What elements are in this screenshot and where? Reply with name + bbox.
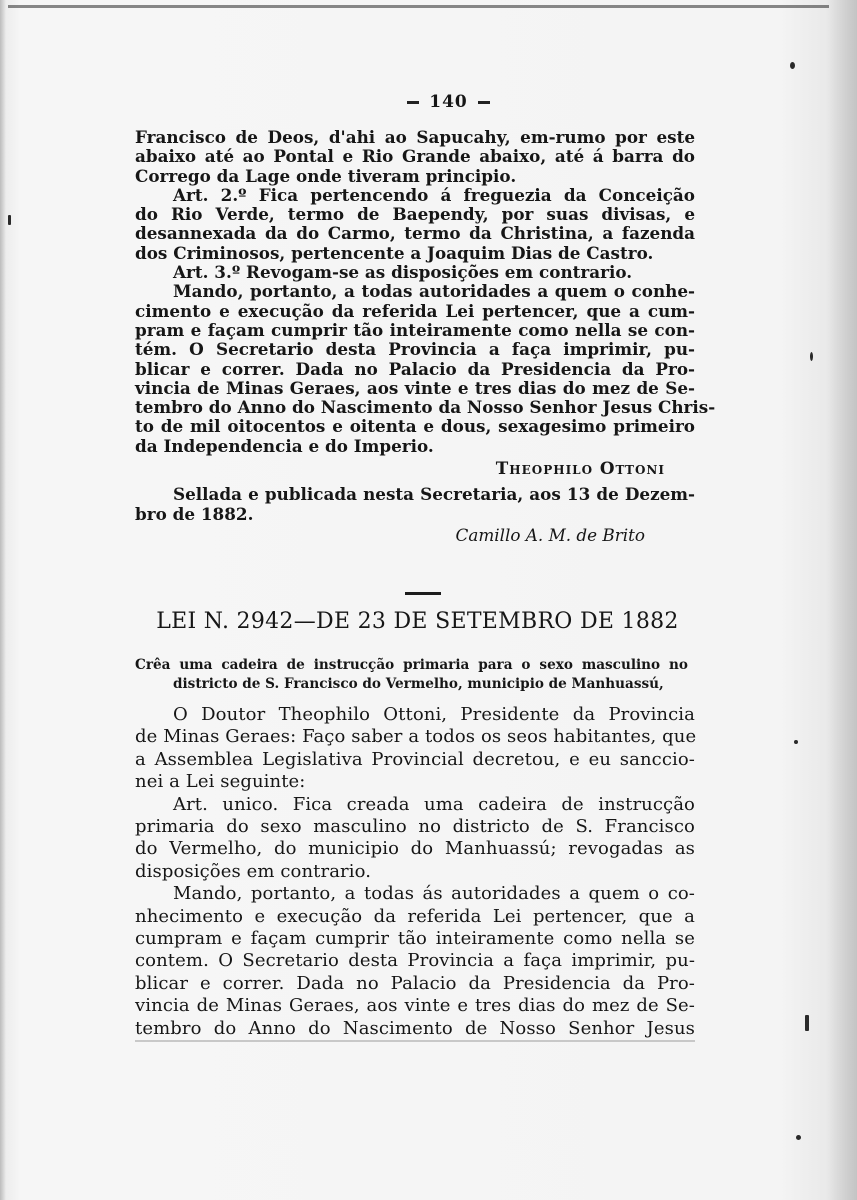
text-line: cimento e execução da referida Lei pertencer, que a cum- xyxy=(135,300,695,321)
text-line: primaria do sexo masculino no districto de S. Francisco xyxy=(135,816,695,838)
print-speck xyxy=(8,215,11,225)
sealed-line: bro de 1882. xyxy=(135,503,254,524)
print-speck xyxy=(796,1135,801,1140)
page-number-dash-left xyxy=(407,101,419,104)
page-number-value: 140 xyxy=(429,92,468,112)
top-border-line xyxy=(8,5,829,8)
text-line: tembro do Anno do Nascimento de Nosso Senhor Jesus xyxy=(135,1017,695,1039)
print-speck xyxy=(810,352,813,361)
signature-secretary: Camillo A. M. de Brito xyxy=(455,524,645,545)
mando-line: Mando, portanto, a todas ás autoridades a quem o co- xyxy=(173,883,695,905)
text-line: vincia de Minas Geraes, aos vinte e tres dias do mez de Se- xyxy=(135,377,695,398)
text-line: do Rio Verde, termo de Baependy, por suas divisas, e xyxy=(135,204,695,225)
text-line: blicar e correr. Dada no Palacio da Presidencia da Pro- xyxy=(135,358,695,379)
text-line: abaixo até ao Pontal e Rio Grande abaixo, até á barra do xyxy=(135,146,695,167)
text-line: do Vermelho, do municipio do Manhuassú; revogadas as xyxy=(135,838,695,860)
text-line: disposições em contrario. xyxy=(135,860,372,882)
page-left-edge xyxy=(0,0,6,1200)
page-right-edge xyxy=(827,0,857,1200)
print-speck xyxy=(790,62,795,69)
mando-line: Mando, portanto, a todas autoridades a quem o conhe- xyxy=(173,281,695,302)
text-line: contem. O Secretario desta Provincia a faça imprimir, pu- xyxy=(135,950,695,972)
text-line: a Assemblea Legislativa Provincial decretou, e eu sanccio- xyxy=(135,748,695,770)
text-line: pram e façam cumprir tão inteiramente como nella se con- xyxy=(135,319,695,340)
print-speck xyxy=(805,1015,809,1031)
text-line: dos Criminosos, pertencente a Joaquim Dias de Castro. xyxy=(135,242,654,263)
law-summary xyxy=(135,656,688,693)
article-2-line: Art. 2.º Fica pertencendo á freguezia da Conceição xyxy=(173,184,695,205)
text-line: Francisco de Deos, d'ahi ao Sapucahy, em-rumo por este xyxy=(135,127,695,147)
text-line: cumpram e façam cumprir tão inteiramente como nella se xyxy=(135,928,695,950)
text-line: Corrego da Lage onde tiveram principio. xyxy=(135,165,517,186)
text-line: tembro do Anno do Nascimento da Nosso Senhor Jesus Chris- xyxy=(135,397,716,418)
article-3-line: Art. 3.º Revogam-se as disposições em contrario. xyxy=(173,262,633,283)
text-line: tém. O Secretario desta Provincia a faça imprimir, pu- xyxy=(135,339,695,360)
page-bottom-rule xyxy=(135,1040,695,1042)
text-line: to de mil oitocentos e oitenta e dous, sexagesimo primeiro xyxy=(135,416,695,437)
text-line: vincia de Minas Geraes, aos vinte e tres dias do mez de Se- xyxy=(135,995,695,1017)
print-speck xyxy=(794,740,798,744)
text-line: da Independencia e do Imperio. xyxy=(135,435,434,456)
summary-line: districto de S. Francisco do Vermelho, municipio de Manhuassú, xyxy=(173,675,664,692)
preamble-line: O Doutor Theophilo Ottoni, Presidente da Provincia xyxy=(173,704,695,725)
law-title: LEI N. 2942—DE 23 DE SETEMBRO DE 1882 xyxy=(156,609,679,634)
section-separator xyxy=(405,592,441,595)
section-law-2942 xyxy=(135,704,695,1040)
summary-line: Crêa uma cadeira de instrucção primaria para o sexo masculino no xyxy=(135,657,688,673)
page-number-dash-right xyxy=(478,101,490,104)
sealed-line: Sellada e publicada nesta Secretaria, aos 13 de Dezem- xyxy=(173,484,695,505)
section-previous-law xyxy=(135,127,716,545)
text-line: blicar e correr. Dada no Palacio da Presidencia da Pro- xyxy=(135,972,695,994)
text-line: nhecimento e execução da referida Lei pertencer, que a xyxy=(135,905,695,927)
text-line: desannexada da do Carmo, termo da Christina, a fazenda xyxy=(135,223,695,244)
page-number xyxy=(0,92,857,112)
text-line: de Minas Geraes: Faço saber a todos os seos habitantes, que xyxy=(135,726,697,748)
text-line: nei a Lei seguinte: xyxy=(135,771,306,793)
article-unico-line: Art. unico. Fica creada uma cadeira de instrucção xyxy=(173,793,695,815)
signature-governor: Theophilo Ottoni xyxy=(495,458,665,479)
